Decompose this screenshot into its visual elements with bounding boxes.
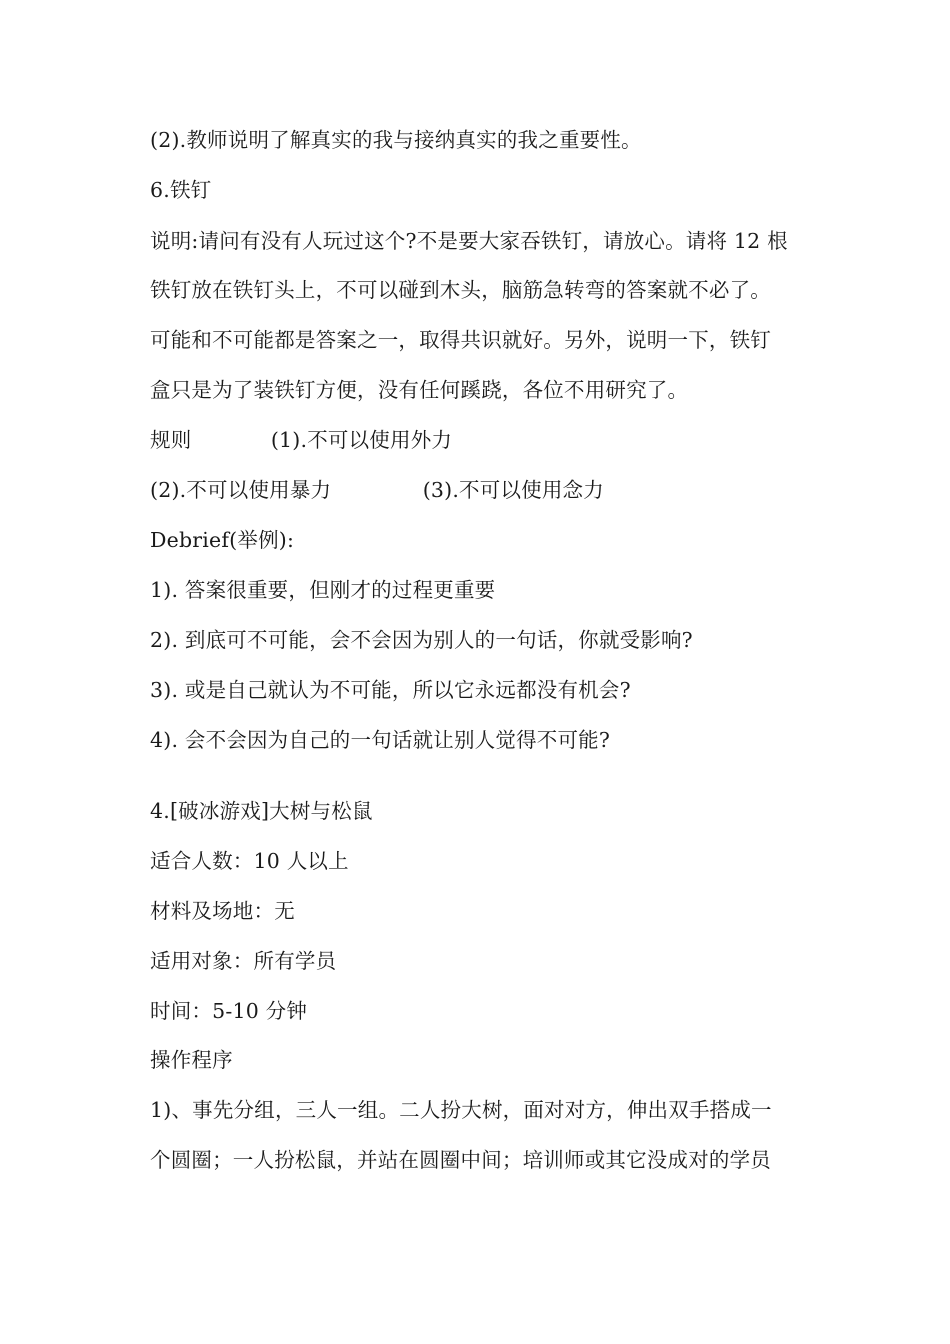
rules-line	[150, 477, 604, 503]
rule-item: (1).不可以使用外力	[270, 428, 453, 452]
rules-label: 规则	[150, 428, 192, 452]
debrief-item: 3). 或是自己就认为不可能，所以它永远都没有机会?	[150, 678, 631, 702]
rule-item: (2).不可以使用暴力	[150, 478, 332, 502]
game-participants: 适合人数：10 人以上	[150, 849, 349, 873]
debrief-item: 4). 会不会因为自己的一句话就让别人觉得不可能?	[150, 728, 611, 752]
paragraph-line: 说明:请问有没有人玩过这个?不是要大家吞铁钉，请放心。请将 12 根	[150, 229, 788, 253]
paragraph-line: 可能和不可能都是答案之一，取得共识就好。另外，说明一下，铁钉	[150, 328, 771, 352]
procedure-line: 1)、事先分组，三人一组。二人扮大树，面对对方，伸出双手搭成一	[150, 1098, 772, 1122]
procedure-heading: 操作程序	[150, 1048, 233, 1072]
section-heading: 6.铁钉	[150, 178, 212, 202]
rule-item: (3).不可以使用念力	[422, 478, 604, 502]
debrief-heading: Debrief(举例):	[150, 528, 295, 552]
procedure-line: 个圆圈；一人扮松鼠，并站在圆圈中间；培训师或其它没成对的学员	[150, 1148, 771, 1172]
paragraph-line: (2).教师说明了解真实的我与接纳真实的我之重要性。	[150, 128, 642, 152]
game-audience: 适用对象：所有学员	[150, 949, 337, 973]
debrief-item: 1). 答案很重要，但刚才的过程更重要	[150, 578, 496, 602]
debrief-item: 2). 到底可不可能，会不会因为别人的一句话，你就受影响?	[150, 628, 693, 652]
game-time: 时间：5-10 分钟	[150, 999, 308, 1023]
paragraph-line: 铁钉放在铁钉头上，不可以碰到木头，脑筋急转弯的答案就不必了。	[150, 278, 771, 302]
rules-line	[150, 427, 452, 453]
game-title: 4.[破冰游戏]大树与松鼠	[150, 799, 373, 823]
paragraph-line: 盒只是为了装铁钉方便，没有任何蹊跷，各位不用研究了。	[150, 378, 689, 402]
game-materials: 材料及场地：无	[150, 899, 295, 923]
